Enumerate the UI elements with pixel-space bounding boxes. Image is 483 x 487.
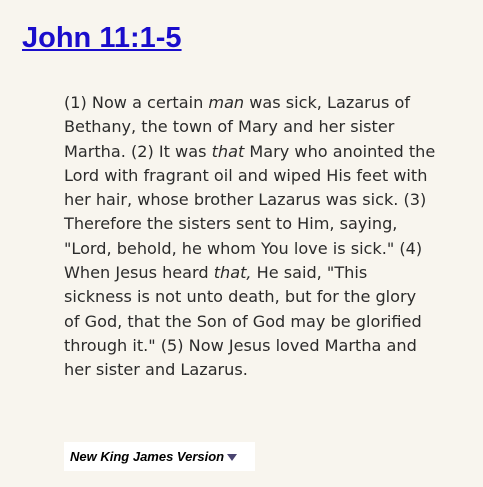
passage-italic-word: that, — [213, 263, 252, 283]
scripture-passage — [64, 91, 436, 383]
reference-title-link[interactable]: John 11:1-5 — [22, 22, 182, 54]
passage-text: He said, "This sickness is not unto death, but for the glory of God, that the Son of God may be glorified through it." (5) Now Jesus loved Martha and her sister and Lazarus. — [64, 263, 422, 380]
passage-text: (1) Now a certain — [64, 93, 209, 112]
caret-down-icon — [227, 454, 237, 461]
version-selected-label: New King James Version — [70, 449, 225, 464]
passage-italic-word: that — [211, 141, 245, 161]
passage-italic-word: man — [208, 93, 245, 112]
version-selector-dropdown[interactable] — [64, 442, 255, 471]
passage-text: Mary who anointed the Lord with fragrant oil and wiped His feet with her hair, whose brother Lazarus was sick. (3) Therefore the sisters sent to Him, saying, "Lord, behold, he whom You love is sick." (4) When Jesus heard — [64, 141, 436, 283]
passage-text: was sick, Lazarus of Bethany, the town of Mary and her sister Martha. (2) It was — [64, 93, 411, 161]
